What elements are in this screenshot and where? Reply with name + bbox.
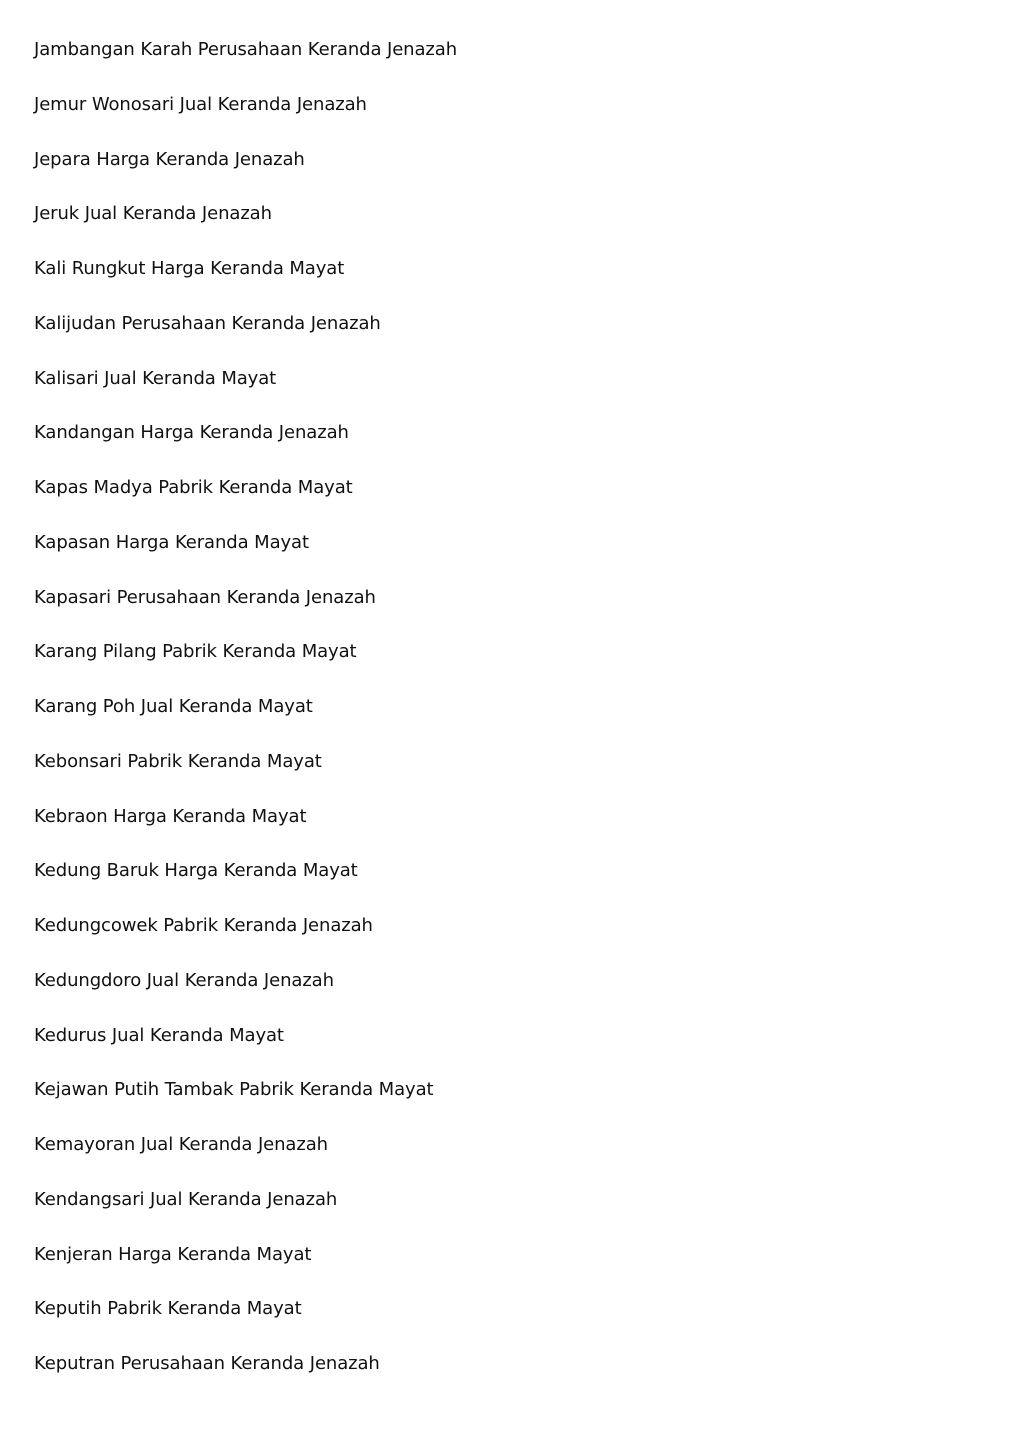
text-line: Kapasari Perusahaan Keranda Jenazah bbox=[34, 586, 376, 608]
text-line: Kandangan Harga Keranda Jenazah bbox=[34, 422, 349, 444]
text-line: Kalijudan Perusahaan Keranda Jenazah bbox=[34, 312, 381, 334]
text-line: Keputran Perusahaan Keranda Jenazah bbox=[34, 1353, 380, 1374]
text-line: Kapasan Harga Keranda Mayat bbox=[34, 531, 309, 553]
text-line: Kemayoran Jual Keranda Jenazah bbox=[34, 1134, 328, 1155]
text-line: Kedungdoro Jual Keranda Jenazah bbox=[34, 969, 334, 991]
text-line: Karang Pilang Pabrik Keranda Mayat bbox=[34, 641, 357, 663]
text-line: Kalisari Jual Keranda Mayat bbox=[34, 367, 277, 389]
text-line: Kenjeran Harga Keranda Mayat bbox=[34, 1243, 312, 1265]
text-line: Kedungcowek Pabrik Keranda Jenazah bbox=[34, 915, 373, 936]
text-line: Kedurus Jual Keranda Mayat bbox=[34, 1024, 284, 1046]
text-line: Kedung Baruk Harga Keranda Mayat bbox=[34, 860, 358, 882]
text-line: Jepara Harga Keranda Jenazah bbox=[34, 148, 305, 170]
text-line: Jambangan Karah Perusahaan Keranda Jenazah bbox=[34, 39, 458, 60]
text-line: Jeruk Jual Keranda Jenazah bbox=[34, 203, 272, 225]
text-line: Jemur Wonosari Jual Keranda Jenazah bbox=[34, 93, 367, 115]
text-line-list bbox=[34, 36, 994, 1405]
text-line: Kebonsari Pabrik Keranda Mayat bbox=[34, 750, 322, 772]
text-line: Kebraon Harga Keranda Mayat bbox=[34, 805, 307, 827]
text-line: Kejawan Putih Tambak Pabrik Keranda Mayat bbox=[34, 1079, 434, 1101]
text-line: Kendangsari Jual Keranda Jenazah bbox=[34, 1188, 338, 1210]
text-line: Kapas Madya Pabrik Keranda Mayat bbox=[34, 477, 353, 498]
text-line: Keputih Pabrik Keranda Mayat bbox=[34, 1298, 302, 1320]
text-line: Karang Poh Jual Keranda Mayat bbox=[34, 696, 313, 717]
text-line: Kali Rungkut Harga Keranda Mayat bbox=[34, 258, 345, 279]
